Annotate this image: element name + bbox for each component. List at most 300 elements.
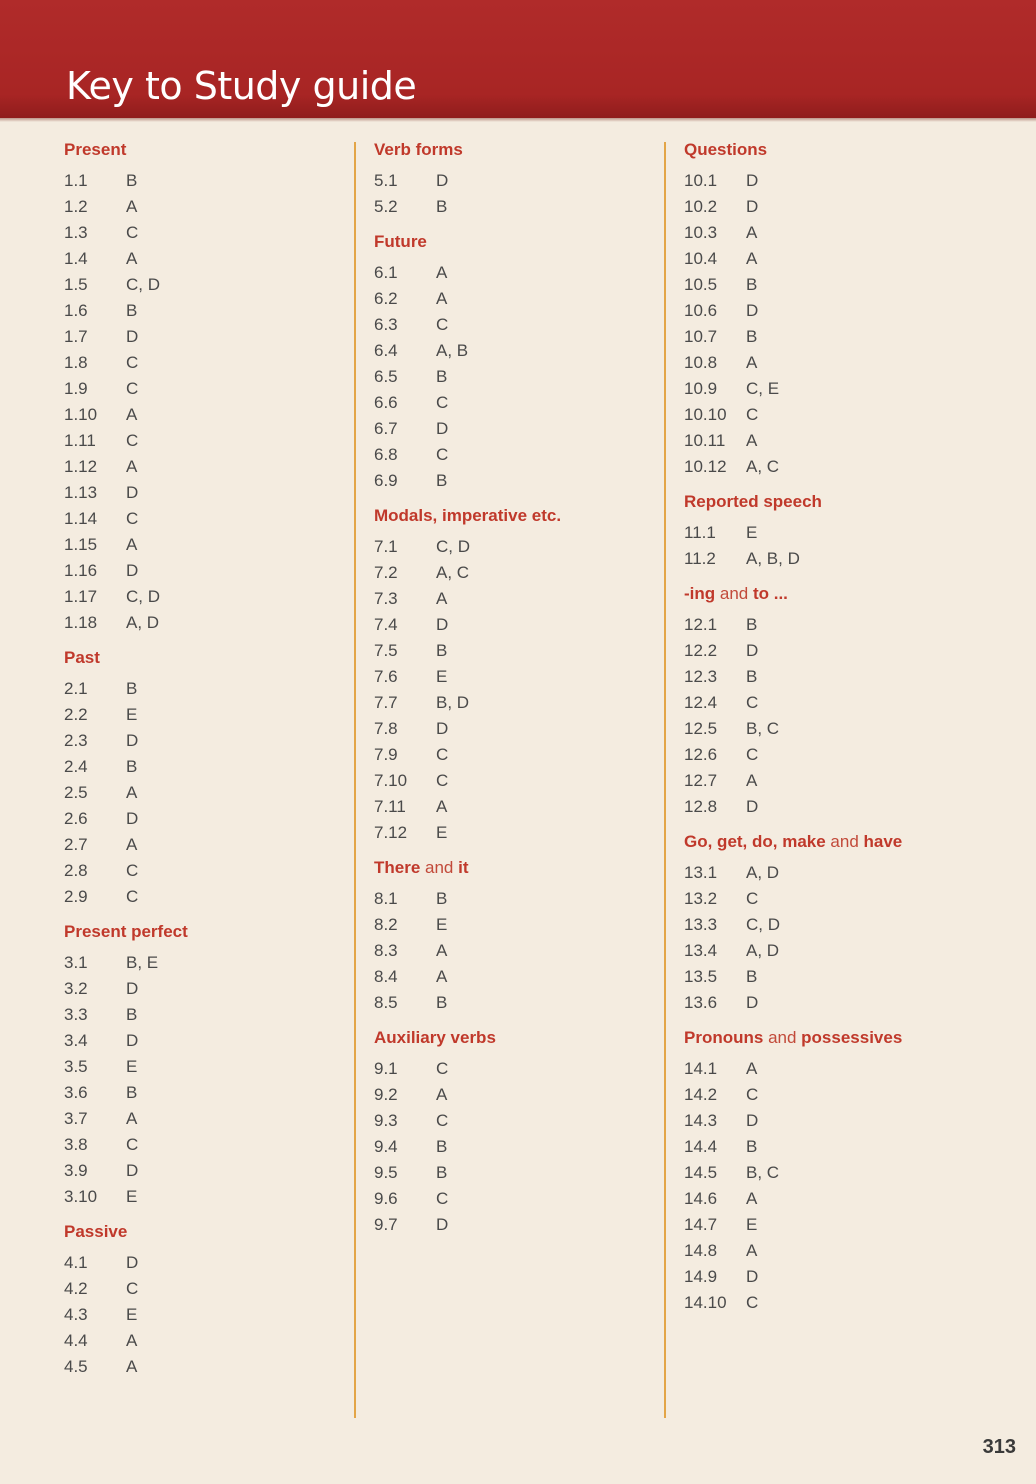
question-number: 1.7 — [64, 327, 88, 346]
question-number: 12.3 — [684, 667, 718, 686]
question-number: 3.7 — [64, 1109, 88, 1128]
section-heading — [64, 646, 334, 672]
answer-row — [684, 402, 984, 428]
answer-section — [374, 504, 644, 846]
answer-value: B — [436, 641, 448, 660]
answer-value: E — [436, 915, 448, 934]
answer-row — [374, 534, 644, 560]
answer-section — [64, 1220, 334, 1380]
answer-value: A — [126, 457, 138, 476]
answer-value: A — [746, 1059, 758, 1078]
answer-row — [684, 1160, 984, 1186]
question-number: 6.5 — [374, 367, 398, 386]
answer-value: A — [436, 797, 448, 816]
question-number: 1.12 — [64, 457, 98, 476]
answer-row — [374, 586, 644, 612]
answer-value: C — [126, 509, 139, 528]
question-number: 14.2 — [684, 1085, 718, 1104]
answer-value: E — [126, 1057, 138, 1076]
answer-row — [64, 220, 334, 246]
answer-value: D — [746, 171, 759, 190]
answer-value: B — [126, 679, 138, 698]
answer-value: A — [746, 431, 758, 450]
answer-row — [64, 780, 334, 806]
answer-value: E — [126, 1305, 138, 1324]
answer-value: A, D — [746, 863, 780, 882]
section-heading-part: and — [715, 584, 753, 603]
section-heading-part: and — [763, 1028, 802, 1047]
question-number: 1.3 — [64, 223, 88, 242]
answer-value: D — [746, 641, 759, 660]
answer-row — [374, 664, 644, 690]
answer-row — [684, 454, 984, 480]
answer-value: C, D — [746, 915, 780, 934]
answer-value: C — [436, 315, 449, 334]
question-number: 10.3 — [684, 223, 718, 242]
answer-value: B — [746, 327, 758, 346]
answer-row — [684, 964, 984, 990]
answer-row — [684, 1186, 984, 1212]
answer-value: C — [746, 1085, 759, 1104]
question-number: 3.9 — [64, 1161, 88, 1180]
answer-row — [684, 272, 984, 298]
answer-row — [684, 1056, 984, 1082]
answer-row — [374, 194, 644, 220]
answer-value: C — [126, 1135, 139, 1154]
answer-value: E — [746, 523, 758, 542]
question-number: 1.14 — [64, 509, 98, 528]
answer-row — [684, 912, 984, 938]
answer-row — [374, 638, 644, 664]
answer-row — [64, 702, 334, 728]
answer-row — [374, 312, 644, 338]
answer-value: D — [126, 979, 139, 998]
answer-value: C — [746, 1293, 759, 1312]
answer-row — [64, 610, 334, 636]
answer-value: B — [126, 171, 138, 190]
answer-value: E — [746, 1215, 758, 1234]
answer-row — [64, 480, 334, 506]
answer-row — [374, 442, 644, 468]
question-number: 2.9 — [64, 887, 88, 906]
answer-row — [684, 638, 984, 664]
answer-column-1 — [64, 138, 334, 1390]
answer-value: A — [746, 353, 758, 372]
question-number: 1.11 — [64, 431, 96, 450]
answer-value: B, D — [436, 693, 470, 712]
answer-value: C — [436, 1189, 449, 1208]
answer-value: A — [746, 1241, 758, 1260]
section-heading-part: There — [374, 858, 421, 877]
question-number: 10.9 — [684, 379, 718, 398]
answer-section — [684, 582, 984, 820]
answer-row — [64, 858, 334, 884]
answer-row — [684, 612, 984, 638]
question-number: 1.18 — [64, 613, 98, 632]
question-number: 13.1 — [684, 863, 718, 882]
answer-section — [64, 138, 334, 636]
answer-row — [374, 390, 644, 416]
question-number: 6.9 — [374, 471, 398, 490]
answer-row — [64, 402, 334, 428]
answer-value: B — [436, 889, 448, 908]
answer-value: B — [436, 1163, 448, 1182]
section-heading-part: and — [825, 832, 864, 851]
answer-row — [374, 768, 644, 794]
section-heading-part: Pronouns — [684, 1028, 764, 1047]
title-banner — [0, 0, 1036, 118]
question-number: 10.8 — [684, 353, 718, 372]
answer-value: C — [126, 353, 139, 372]
question-number: 6.7 — [374, 419, 398, 438]
question-number: 7.6 — [374, 667, 398, 686]
answer-value: C — [126, 223, 139, 242]
answer-value: A — [126, 835, 138, 854]
section-heading-part: Past — [64, 648, 100, 667]
answer-row — [374, 560, 644, 586]
section-heading — [374, 230, 644, 256]
answer-value: B — [436, 471, 448, 490]
question-number: 6.3 — [374, 315, 398, 334]
answer-value: C — [746, 745, 759, 764]
answer-value: A, D — [126, 613, 160, 632]
question-number: 14.5 — [684, 1163, 718, 1182]
answer-value: B — [126, 757, 138, 776]
answer-value: D — [746, 993, 759, 1012]
section-heading-part: Reported speech — [684, 492, 822, 511]
answer-row — [684, 428, 984, 454]
answer-row — [64, 1328, 334, 1354]
answer-row — [684, 246, 984, 272]
answer-section — [684, 138, 984, 480]
answer-row — [374, 260, 644, 286]
answer-row — [64, 1354, 334, 1380]
answer-row — [684, 938, 984, 964]
question-number: 9.6 — [374, 1189, 398, 1208]
section-heading-part: Questions — [684, 140, 768, 159]
answer-row — [64, 1054, 334, 1080]
answer-row — [684, 794, 984, 820]
answer-section — [374, 138, 644, 220]
answer-row — [374, 886, 644, 912]
answer-value: A — [436, 289, 448, 308]
section-heading — [64, 920, 334, 946]
answer-row — [64, 376, 334, 402]
answer-row — [684, 690, 984, 716]
answer-value: C — [126, 887, 139, 906]
answer-section — [64, 920, 334, 1210]
answer-row — [64, 168, 334, 194]
answer-row — [64, 194, 334, 220]
answer-row — [64, 428, 334, 454]
question-number: 2.2 — [64, 705, 88, 724]
section-heading — [684, 582, 984, 608]
question-number: 6.4 — [374, 341, 398, 360]
answer-value: D — [436, 419, 449, 438]
answer-value: D — [746, 197, 759, 216]
answer-row — [64, 1184, 334, 1210]
answer-value: D — [436, 171, 449, 190]
answer-row — [684, 664, 984, 690]
question-number: 8.2 — [374, 915, 398, 934]
question-number: 2.6 — [64, 809, 88, 828]
answer-value: C, D — [436, 537, 470, 556]
answer-row — [684, 1290, 984, 1316]
question-number: 7.8 — [374, 719, 398, 738]
question-number: 8.1 — [374, 889, 398, 908]
section-heading-part: Future — [374, 232, 427, 251]
answer-value: A — [126, 1109, 138, 1128]
answer-value: B — [746, 967, 758, 986]
answer-row — [684, 350, 984, 376]
answer-row — [374, 612, 644, 638]
answer-value: C — [436, 393, 449, 412]
answer-value: D — [746, 1267, 759, 1286]
answer-row — [684, 298, 984, 324]
section-heading — [374, 1026, 644, 1052]
question-number: 14.10 — [684, 1293, 727, 1312]
answer-value: D — [746, 797, 759, 816]
question-number: 10.12 — [684, 457, 727, 476]
section-heading — [684, 1026, 984, 1052]
answer-value: A — [126, 405, 138, 424]
answer-value: A — [126, 535, 138, 554]
question-number: 4.1 — [64, 1253, 88, 1272]
question-number: 7.3 — [374, 589, 398, 608]
answer-value: D — [746, 301, 759, 320]
question-number: 8.5 — [374, 993, 398, 1012]
answer-value: A, C — [436, 563, 470, 582]
answer-value: B, C — [746, 719, 780, 738]
question-number: 5.1 — [374, 171, 398, 190]
answer-row — [684, 990, 984, 1016]
question-number: 12.6 — [684, 745, 718, 764]
answer-row — [374, 364, 644, 390]
question-number: 2.5 — [64, 783, 88, 802]
section-heading-part: Passive — [64, 1222, 128, 1241]
section-heading-part: to ... — [752, 584, 788, 603]
answer-row — [64, 676, 334, 702]
answer-value: A — [126, 1357, 138, 1376]
answer-section — [374, 1026, 644, 1238]
question-number: 13.3 — [684, 915, 718, 934]
section-heading — [374, 504, 644, 530]
answer-section — [684, 830, 984, 1016]
section-heading-part: and — [420, 858, 459, 877]
answer-row — [684, 768, 984, 794]
question-number: 4.2 — [64, 1279, 88, 1298]
section-heading-part: -ing — [684, 584, 716, 603]
answer-value: B — [746, 667, 758, 686]
answer-value: A — [126, 249, 138, 268]
question-number: 14.6 — [684, 1189, 718, 1208]
section-heading-part: possessives — [801, 1028, 903, 1047]
answer-row — [684, 1082, 984, 1108]
answer-section — [374, 230, 644, 494]
answer-row — [684, 324, 984, 350]
question-number: 7.12 — [374, 823, 408, 842]
answer-row — [374, 912, 644, 938]
question-number: 3.6 — [64, 1083, 88, 1102]
answer-section — [64, 646, 334, 910]
question-number: 14.8 — [684, 1241, 718, 1260]
section-heading-part: Present perfect — [64, 922, 188, 941]
answer-section — [684, 1026, 984, 1316]
answer-value: E — [126, 705, 138, 724]
answer-value: C — [436, 445, 449, 464]
answer-value: C — [126, 1279, 139, 1298]
answer-row — [64, 584, 334, 610]
answer-row — [374, 990, 644, 1016]
section-heading — [684, 138, 984, 164]
answer-row — [374, 416, 644, 442]
answer-value: C — [126, 861, 139, 880]
page-number: 313 — [982, 1436, 1016, 1458]
answer-value: D — [126, 327, 139, 346]
question-number: 7.11 — [374, 797, 406, 816]
answer-row — [374, 1134, 644, 1160]
answer-row — [684, 1264, 984, 1290]
question-number: 7.7 — [374, 693, 398, 712]
answer-value: A — [746, 1189, 758, 1208]
answer-row — [374, 820, 644, 846]
question-number: 10.4 — [684, 249, 718, 268]
answer-value: C — [746, 693, 759, 712]
question-number: 4.4 — [64, 1331, 88, 1350]
answer-row — [684, 376, 984, 402]
question-number: 8.4 — [374, 967, 398, 986]
answer-row — [684, 860, 984, 886]
question-number: 3.5 — [64, 1057, 88, 1076]
answer-value: A, B, D — [746, 549, 800, 568]
question-number: 3.1 — [64, 953, 88, 972]
answer-column-3 — [684, 138, 984, 1326]
question-number: 7.1 — [374, 537, 398, 556]
answer-value: D — [126, 731, 139, 750]
question-number: 3.3 — [64, 1005, 88, 1024]
answer-value: D — [126, 1253, 139, 1272]
answer-section — [374, 856, 644, 1016]
question-number: 2.3 — [64, 731, 88, 750]
answer-row — [64, 454, 334, 480]
question-number: 2.1 — [64, 679, 88, 698]
answer-value: C — [746, 405, 759, 424]
answer-value: D — [126, 809, 139, 828]
answer-value: A — [436, 967, 448, 986]
column-divider — [664, 142, 666, 1418]
answer-value: B — [436, 993, 448, 1012]
question-number: 6.1 — [374, 263, 398, 282]
question-number: 10.10 — [684, 405, 727, 424]
question-number: 9.2 — [374, 1085, 398, 1104]
answer-row — [64, 754, 334, 780]
question-number: 1.15 — [64, 535, 98, 554]
answer-value: E — [436, 823, 448, 842]
answer-row — [64, 350, 334, 376]
section-heading-part: Verb forms — [374, 140, 463, 159]
answer-row — [374, 1082, 644, 1108]
section-heading-part: Go, get, do, make — [684, 832, 826, 851]
answer-value: B, E — [126, 953, 159, 972]
question-number: 1.13 — [64, 483, 98, 502]
question-number: 14.4 — [684, 1137, 718, 1156]
question-number: 12.7 — [684, 771, 718, 790]
question-number: 7.4 — [374, 615, 398, 634]
answer-value: A — [746, 223, 758, 242]
answer-value: C, E — [746, 379, 780, 398]
answer-row — [684, 716, 984, 742]
question-number: 13.5 — [684, 967, 718, 986]
question-number: 13.4 — [684, 941, 718, 960]
question-number: 4.5 — [64, 1357, 88, 1376]
answer-row — [684, 168, 984, 194]
question-number: 1.16 — [64, 561, 98, 580]
answer-row — [64, 1080, 334, 1106]
question-number: 4.3 — [64, 1305, 88, 1324]
answer-value: B — [436, 197, 448, 216]
question-number: 10.11 — [684, 431, 726, 450]
section-heading-part: have — [863, 832, 903, 851]
answer-row — [64, 728, 334, 754]
answer-row — [374, 794, 644, 820]
answer-row — [64, 1302, 334, 1328]
question-number: 3.10 — [64, 1187, 98, 1206]
question-number: 3.4 — [64, 1031, 88, 1050]
column-divider — [354, 142, 356, 1418]
section-heading-part: Modals, imperative etc. — [374, 506, 562, 525]
answer-row — [374, 742, 644, 768]
question-number: 9.7 — [374, 1215, 398, 1234]
question-number: 14.3 — [684, 1111, 718, 1130]
answer-row — [374, 168, 644, 194]
answer-value: A — [126, 197, 138, 216]
question-number: 1.1 — [64, 171, 88, 190]
answer-row — [684, 520, 984, 546]
question-number: 6.2 — [374, 289, 398, 308]
answer-row — [64, 1158, 334, 1184]
question-number: 14.1 — [684, 1059, 718, 1078]
answer-value: A — [436, 941, 448, 960]
answer-row — [64, 1250, 334, 1276]
answer-value: B — [126, 1005, 138, 1024]
question-number: 6.8 — [374, 445, 398, 464]
section-heading-part: Auxiliary verbs — [374, 1028, 496, 1047]
question-number: 9.1 — [374, 1059, 398, 1078]
answer-value: B — [126, 1083, 138, 1102]
answer-value: A — [746, 249, 758, 268]
answer-value: C, D — [126, 275, 160, 294]
answer-value: A — [436, 589, 448, 608]
question-number: 2.7 — [64, 835, 88, 854]
answer-value: E — [436, 667, 448, 686]
answer-section — [684, 490, 984, 572]
question-number: 5.2 — [374, 197, 398, 216]
answer-row — [64, 246, 334, 272]
answer-row — [374, 1056, 644, 1082]
answer-value: D — [746, 1111, 759, 1130]
banner-shadow — [0, 118, 1036, 122]
section-heading — [684, 490, 984, 516]
answer-row — [64, 950, 334, 976]
question-number: 1.10 — [64, 405, 98, 424]
answer-value: D — [126, 1031, 139, 1050]
answer-value: C — [126, 379, 139, 398]
answer-value: C — [436, 745, 449, 764]
answer-row — [374, 1186, 644, 1212]
question-number: 12.5 — [684, 719, 718, 738]
answer-row — [374, 1108, 644, 1134]
question-number: 9.4 — [374, 1137, 398, 1156]
